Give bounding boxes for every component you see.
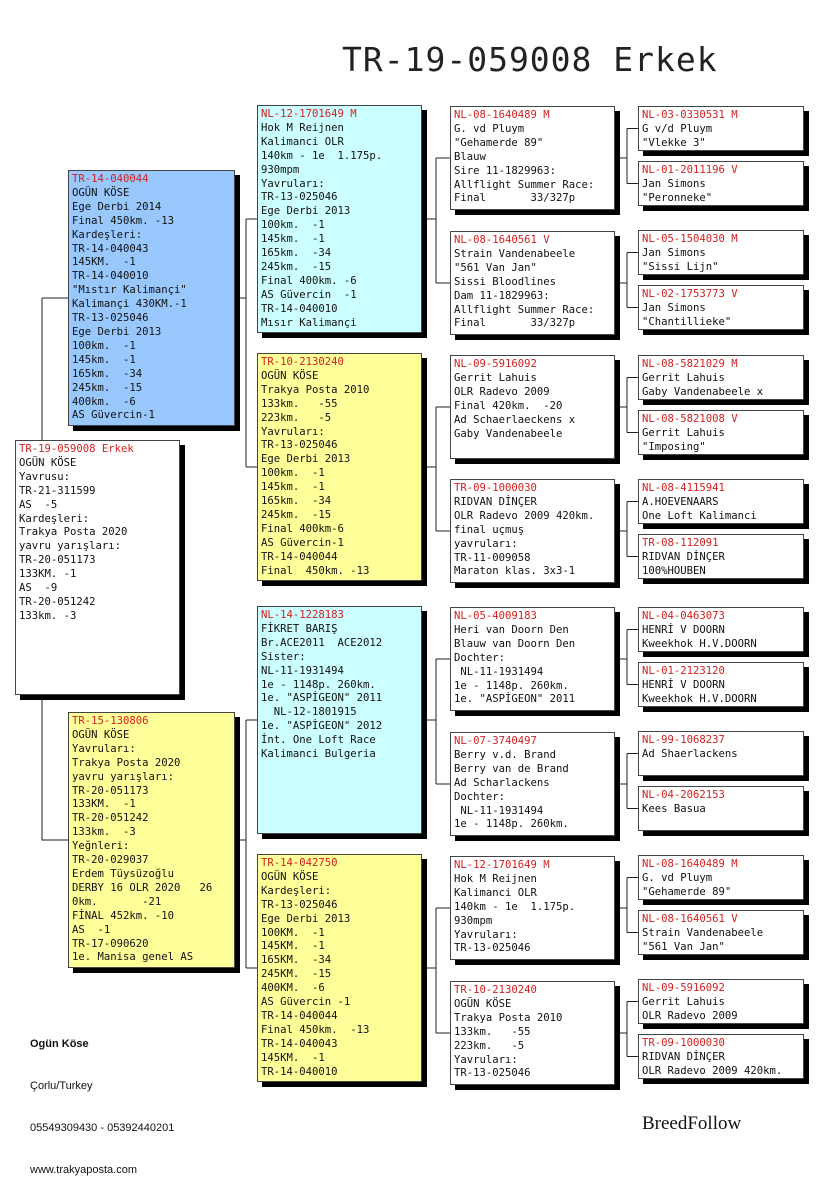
box-line: 133km. -55 <box>261 397 338 410</box>
connector-dsd <box>615 754 638 809</box>
box-line: 133km. -3 <box>19 609 77 622</box>
box-line: 100km. -1 <box>261 219 325 232</box>
box-line: Gaby Vandenabeele <box>454 427 563 440</box>
ring-number: NL-08-1640489 M <box>454 109 550 121</box>
box-line: TR-14-040010 <box>261 302 338 315</box>
box-line: yavruları: <box>454 537 518 550</box>
box-line: Kardeşleri: <box>19 512 90 525</box>
box-line: G v/d Pluym <box>642 122 713 135</box>
pedigree-box-sds <box>450 355 615 459</box>
pedigree-box-g13 <box>638 855 804 900</box>
box-line: 140km - 1e 1.175p. <box>261 149 383 162</box>
box-line: Ad Schaerlaeckens x <box>454 413 576 426</box>
ring-number: NL-08-1640561 V <box>642 913 738 925</box>
box-line: 100km. -1 <box>261 467 325 480</box>
box-line: TR-11-009058 <box>454 551 531 564</box>
connector-sd <box>422 407 450 531</box>
box-line: 165KM. -34 <box>261 954 332 967</box>
connector-sire <box>235 219 257 467</box>
box-line: OLR Radevo 2009 420km. <box>642 1064 783 1077</box>
pedigree-box-dss <box>450 607 615 711</box>
ring-number: NL-01-2011196 V <box>642 164 738 176</box>
pedigree-box-ssd <box>450 231 615 335</box>
box-line: Final 450km. -13 <box>72 214 175 227</box>
box-line: Kweekhok H.V.DOORN <box>642 637 757 650</box>
box-line: Br.ACE2011 ACE2012 <box>261 636 383 649</box>
box-line: 145KM. -1 <box>261 940 325 953</box>
box-line: OGÜN KÖSE <box>261 870 319 883</box>
box-line: Strain Vandenabeele <box>454 247 576 260</box>
box-line: Jan Simons <box>642 177 706 190</box>
ring-number: NL-08-1640561 V <box>454 234 550 246</box>
box-line: Berry v.d. Brand <box>454 748 557 761</box>
box-line: Yavruları: <box>261 425 325 438</box>
box-line: 1e. "ASPİGEON" 2011 <box>261 692 383 705</box>
box-line: TR-13-025046 <box>454 1067 531 1080</box>
box-line: OGÜN KÖSE <box>261 369 319 382</box>
box-line: Final 33/327p <box>454 317 576 330</box>
box-line: Kardeşleri: <box>261 884 332 897</box>
box-line: Final 450km. -13 <box>261 1023 370 1036</box>
box-line: 145KM. -1 <box>261 1051 325 1064</box>
box-line: Erdem Tüysüzoğlu <box>72 867 175 880</box>
connector-ds <box>422 659 450 784</box>
pedigree-box-g14 <box>638 910 804 955</box>
box-line: Kweekhok H.V.DOORN <box>642 692 757 705</box>
ring-number: TR-08-112091 <box>642 537 719 549</box>
ring-number: TR-09-1000030 <box>454 482 537 494</box>
ring-number: NL-08-5821008 V <box>642 413 738 425</box>
box-line: AS -9 <box>19 582 58 595</box>
box-line: Ege Derbi 2013 <box>72 325 162 338</box>
box-line: Heri van Doorn Den <box>454 623 569 636</box>
box-line: 223km. -5 <box>261 411 332 424</box>
ring-number: NL-04-0463073 <box>642 610 725 622</box>
box-line: TR-20-051173 <box>19 554 96 567</box>
box-line: Blauw <box>454 150 486 163</box>
box-line: Kalimanci Bulgeria <box>261 748 376 761</box>
box-line: 145KM. -1 <box>72 256 136 269</box>
ring-number: NL-09-5916092 <box>642 982 725 994</box>
owner-name: Ogün Köse <box>30 1038 89 1050</box>
pedigree-box-sire <box>68 170 235 426</box>
pedigree-box-g11 <box>638 731 804 776</box>
box-line: Kalimanci OLR <box>261 135 344 148</box>
box-line: "561 Van Jan" <box>642 940 725 953</box>
box-line: OGÜN KÖSE <box>19 456 77 469</box>
pedigree-box-g8 <box>638 534 804 579</box>
box-line: Berry van de Brand <box>454 762 569 775</box>
box-line: OGÜN KÖSE <box>72 186 130 199</box>
connector-ddd <box>615 1002 638 1057</box>
box-line: 165km. -34 <box>261 247 332 260</box>
box-line: 1e - 1148p. 260km. <box>454 679 569 692</box>
pedigree-box-g4 <box>638 285 804 330</box>
box-line: 1e - 1148p. 260km. <box>454 818 569 831</box>
box-line: "Peronneke" <box>642 191 713 204</box>
box-line: NL-11-1931494 <box>454 804 544 817</box>
box-line: G. vd Pluym <box>642 871 713 884</box>
box-line: "Imposing" <box>642 440 706 453</box>
box-line: One Loft Kalimanci <box>642 509 757 522</box>
box-line: TR-14-040044 <box>261 1009 338 1022</box>
ring-number: NL-03-0330531 M <box>642 109 738 121</box>
owner-website: www.trakyaposta.com <box>30 1164 137 1176</box>
box-line: Yavruları: <box>261 177 325 190</box>
pedigree-box-dam <box>68 712 235 968</box>
box-line: final uçmuş <box>454 523 525 536</box>
box-line: Ege Derbi 2014 <box>72 200 162 213</box>
box-line: Mısır Kalimançi <box>261 316 357 329</box>
box-line: Yavruları: <box>454 1053 518 1066</box>
box-line: HENRİ V DOORN <box>642 623 725 636</box>
box-line: FİNAL 452km. -10 <box>72 909 175 922</box>
box-line: Jan Simons <box>642 246 706 259</box>
box-line: 930mpm <box>261 163 300 176</box>
ring-number: TR-14-042750 <box>261 857 338 869</box>
ring-number: NL-08-5821029 M <box>642 358 738 370</box>
pedigree-box-sss <box>450 106 615 210</box>
pedigree-box-g15 <box>638 979 804 1024</box>
box-line: 245km. -15 <box>72 381 143 394</box>
connector-ss <box>422 158 450 283</box>
connector-dam <box>235 720 257 968</box>
box-line: OGÜN KÖSE <box>454 997 512 1010</box>
pedigree-box-dds <box>450 856 615 960</box>
box-line: AS Güvercin-1 <box>261 536 344 549</box>
box-line: Blauw van Doorn Den <box>454 637 576 650</box>
box-line: 145km. -1 <box>72 353 136 366</box>
box-line: OLR Radevo 2009 <box>454 385 550 398</box>
box-line: TR-20-051242 <box>19 595 96 608</box>
ring-number: NL-05-4009183 <box>454 610 537 622</box>
ring-number: NL-99-1068237 <box>642 734 725 746</box>
box-line: Gaby Vandenabeele x <box>642 385 764 398</box>
ring-number: TR-10-2130240 <box>261 356 344 368</box>
box-line: Trakya Posta 2010 <box>261 383 370 396</box>
ring-number: TR-14-040044 <box>72 173 149 185</box>
box-line: TR-20-051242 <box>72 812 149 825</box>
box-line: 100KM. -1 <box>261 926 325 939</box>
box-line: Sire 11-1829963: <box>454 164 557 177</box>
box-line: 145km. -1 <box>261 233 325 246</box>
ring-number: NL-04-2062153 <box>642 789 725 801</box>
box-line: TR-13-025046 <box>261 898 338 911</box>
ring-number: NL-09-5916092 <box>454 358 537 370</box>
box-line: Hok M Reijnen <box>261 121 344 134</box>
ring-number: TR-19-059008 Erkek <box>19 443 134 455</box>
box-line: NL-11-1931494 <box>454 665 544 678</box>
connector-dss <box>615 630 638 685</box>
box-line: AS Güvercin -1 <box>261 288 357 301</box>
box-line: 140km - 1e 1.175p. <box>454 900 576 913</box>
box-line: Kalimançi 430KM.-1 <box>72 298 187 311</box>
box-line: AS Güvercin -1 <box>261 996 351 1009</box>
box-line: AS -1 <box>72 923 111 936</box>
box-line: TR-14-040043 <box>261 1037 338 1050</box>
pedigree-box-dsd <box>450 732 615 836</box>
box-line: 400km. -6 <box>72 395 136 408</box>
ring-number: NL-01-2123120 <box>642 665 725 677</box>
box-line: 245km. -15 <box>261 260 332 273</box>
box-line: Maraton klas. 3x3-1 <box>454 565 576 578</box>
box-line: Sissi Bloodlines <box>454 275 557 288</box>
pedigree-box-ddd <box>450 981 615 1085</box>
ring-number: NL-05-1504030 M <box>642 233 738 245</box>
box-line: TR-14-040010 <box>261 1065 338 1078</box>
pedigree-box-ss <box>257 105 422 333</box>
box-line: 1e - 1148p. 260km. <box>261 678 376 691</box>
box-line: Allflight Summer Race: <box>454 178 595 191</box>
connector-dd <box>422 908 450 1033</box>
box-line: Final 420km. -20 <box>454 399 563 412</box>
box-line: "Chantillieke" <box>642 315 732 328</box>
box-line: TR-13-025046 <box>454 942 531 955</box>
pedigree-box-ds <box>257 606 422 834</box>
owner-phone: 05549309430 - 05392440201 <box>30 1122 175 1134</box>
box-line: Final 400km-6 <box>261 522 344 535</box>
box-line: Dochter: <box>454 790 506 803</box>
box-line: Gerrit Lahuis <box>642 371 725 384</box>
box-line: 165km. -34 <box>72 367 143 380</box>
box-line: Final 450km. -13 <box>261 564 370 577</box>
box-line: NL-12-1801915 <box>261 706 357 719</box>
box-line: 1e. "ASPİGEON" 2011 <box>454 693 576 706</box>
connector-sdd <box>615 502 638 557</box>
box-line: "561 Van Jan" <box>454 261 537 274</box>
box-line: Yeğnleri: <box>72 840 130 853</box>
box-line: AS -5 <box>19 498 58 511</box>
box-line: "Gehamerde 89" <box>642 885 732 898</box>
box-line: DERBY 16 OLR 2020 26 <box>72 881 213 894</box>
box-line: yavru yarışları: <box>72 770 175 783</box>
box-line: Gerrit Lahuis <box>642 426 725 439</box>
box-line: Gerrit Lahuis <box>454 371 537 384</box>
connector-sds <box>615 378 638 433</box>
box-line: Strain Vandenabeele <box>642 926 764 939</box>
box-line: TR-14-040010 <box>72 270 149 283</box>
pedigree-box-g10 <box>638 662 804 707</box>
pedigree-box-g5 <box>638 355 804 400</box>
box-line: Allflight Summer Race: <box>454 303 595 316</box>
box-line: RIDVAN DİNÇER <box>642 550 725 563</box>
box-line: HENRİ V DOORN <box>642 678 725 691</box>
box-line: 245km. -15 <box>261 508 332 521</box>
owner-info <box>30 1009 174 1191</box>
box-line: Gerrit Lahuis <box>642 995 725 1008</box>
box-line: RIDVAN DİNÇER <box>454 495 537 508</box>
box-line: AS Güvercin-1 <box>72 409 155 422</box>
box-line: 133KM. -1 <box>19 568 77 581</box>
ring-number: TR-10-2130240 <box>454 984 537 996</box>
box-line: OLR Radevo 2009 <box>642 1009 738 1022</box>
box-line: "Vlekke 3" <box>642 136 706 149</box>
box-line: Final 33/327p <box>454 192 576 205</box>
connector-dds <box>615 878 638 933</box>
box-line: Ege Derbi 2013 <box>261 205 351 218</box>
box-line: TR-13-025046 <box>72 312 149 325</box>
owner-city: Çorlu/Turkey <box>30 1080 93 1092</box>
box-line: TR-13-025046 <box>261 191 338 204</box>
box-line: OGÜN KÖSE <box>72 728 130 741</box>
pedigree-box-sdd <box>450 479 615 583</box>
box-line: yavru yarışları: <box>19 540 122 553</box>
pedigree-box-g1 <box>638 106 804 151</box>
connector-ssd <box>615 253 638 308</box>
ring-number: NL-02-1753773 V <box>642 288 738 300</box>
box-line: TR-17-090620 <box>72 937 149 950</box>
box-line: Yavruları: <box>454 928 518 941</box>
box-line: OLR Radevo 2009 420km. <box>454 509 595 522</box>
box-line: 1e. "ASPİGEON" 2012 <box>261 720 383 733</box>
box-line: Ad Scharlackens <box>454 776 550 789</box>
ring-number: NL-14-1228183 <box>261 609 344 621</box>
box-line: Dochter: <box>454 651 506 664</box>
box-line: "Mıstır Kalimançi" <box>72 284 187 297</box>
pedigree-box-g16 <box>638 1034 804 1079</box>
box-line: "Sissi Lijn" <box>642 260 719 273</box>
box-line: 133km. -3 <box>72 826 136 839</box>
box-line: 400KM. -6 <box>261 982 325 995</box>
pedigree-box-g12 <box>638 786 804 831</box>
box-line: G. vd Pluym <box>454 122 525 135</box>
box-line: 100km. -1 <box>72 339 136 352</box>
box-line: Yavruları: <box>72 742 136 755</box>
box-line: 133KM. -1 <box>72 798 136 811</box>
ring-number: TR-09-1000030 <box>642 1037 725 1049</box>
box-line: TR-13-025046 <box>261 439 338 452</box>
box-line: TR-20-051173 <box>72 784 149 797</box>
box-line: 930mpm <box>454 914 493 927</box>
ring-number: NL-08-1640489 M <box>642 858 738 870</box>
box-line: TR-21-311599 <box>19 484 96 497</box>
box-line: Sister: <box>261 650 306 663</box>
pedigree-box-sd <box>257 353 422 581</box>
pedigree-box-g9 <box>638 607 804 652</box>
pedigree-box-g6 <box>638 410 804 455</box>
box-line: Trakya Posta 2020 <box>19 526 128 539</box>
pedigree-box-g7 <box>638 479 804 524</box>
box-line: Yavrusu: <box>19 470 71 483</box>
pedigree-box-g3 <box>638 230 804 275</box>
box-line: 133km. -55 <box>454 1025 531 1038</box>
pedigree-box-dd <box>257 854 422 1082</box>
box-line: TR-14-040044 <box>261 550 338 563</box>
ring-number: NL-07-3740497 <box>454 735 537 747</box>
box-line: Kalimanci OLR <box>454 886 537 899</box>
ring-number: NL-12-1701649 M <box>454 859 550 871</box>
box-line: İnt. One Loft Race <box>261 734 376 747</box>
box-line: Kees Basua <box>642 802 706 815</box>
box-line: NL-11-1931494 <box>261 664 344 677</box>
box-line: Ege Derbi 2013 <box>261 453 351 466</box>
box-line: TR-14-040043 <box>72 242 149 255</box>
box-line: "Gehamerde 89" <box>454 136 544 149</box>
box-line: FİKRET BARIŞ <box>261 622 338 635</box>
box-line: 165km. -34 <box>261 495 332 508</box>
box-line: Hok M Reijnen <box>454 872 537 885</box>
box-line: 0km. -21 <box>72 895 162 908</box>
ring-number: TR-15-130806 <box>72 715 149 727</box>
box-line: 1e. Manisa genel AS <box>72 951 194 964</box>
box-line: Kardeşleri: <box>72 228 143 241</box>
pedigree-box-g2 <box>638 161 804 206</box>
box-line: Ege Derbi 2013 <box>261 912 351 925</box>
connector-sss <box>615 129 638 184</box>
ring-number: NL-08-4115941 <box>642 482 725 494</box>
box-line: A.HOEVENAARS <box>642 495 719 508</box>
box-line: Jan Simons <box>642 301 706 314</box>
box-line: TR-20-029037 <box>72 854 149 867</box>
box-line: Dam 11-1829963: <box>454 289 550 302</box>
box-line: 145km. -1 <box>261 481 325 494</box>
box-line: 245KM. -15 <box>261 968 332 981</box>
box-line: 100%HOUBEN <box>642 564 706 577</box>
page-title: TR-19-059008 Erkek <box>342 40 718 79</box>
box-line: Trakya Posta 2010 <box>454 1011 563 1024</box>
box-line: RIDVAN DİNÇER <box>642 1050 725 1063</box>
pedigree-box-subject <box>15 440 180 695</box>
ring-number: NL-12-1701649 M <box>261 108 357 120</box>
box-line: Final 400km. -6 <box>261 274 357 287</box>
box-line: 223km. -5 <box>454 1039 525 1052</box>
brand-logo: BreedFollow <box>642 1113 742 1134</box>
box-line: Trakya Posta 2020 <box>72 756 181 769</box>
box-line: Ad Shaerlackens <box>642 747 738 760</box>
